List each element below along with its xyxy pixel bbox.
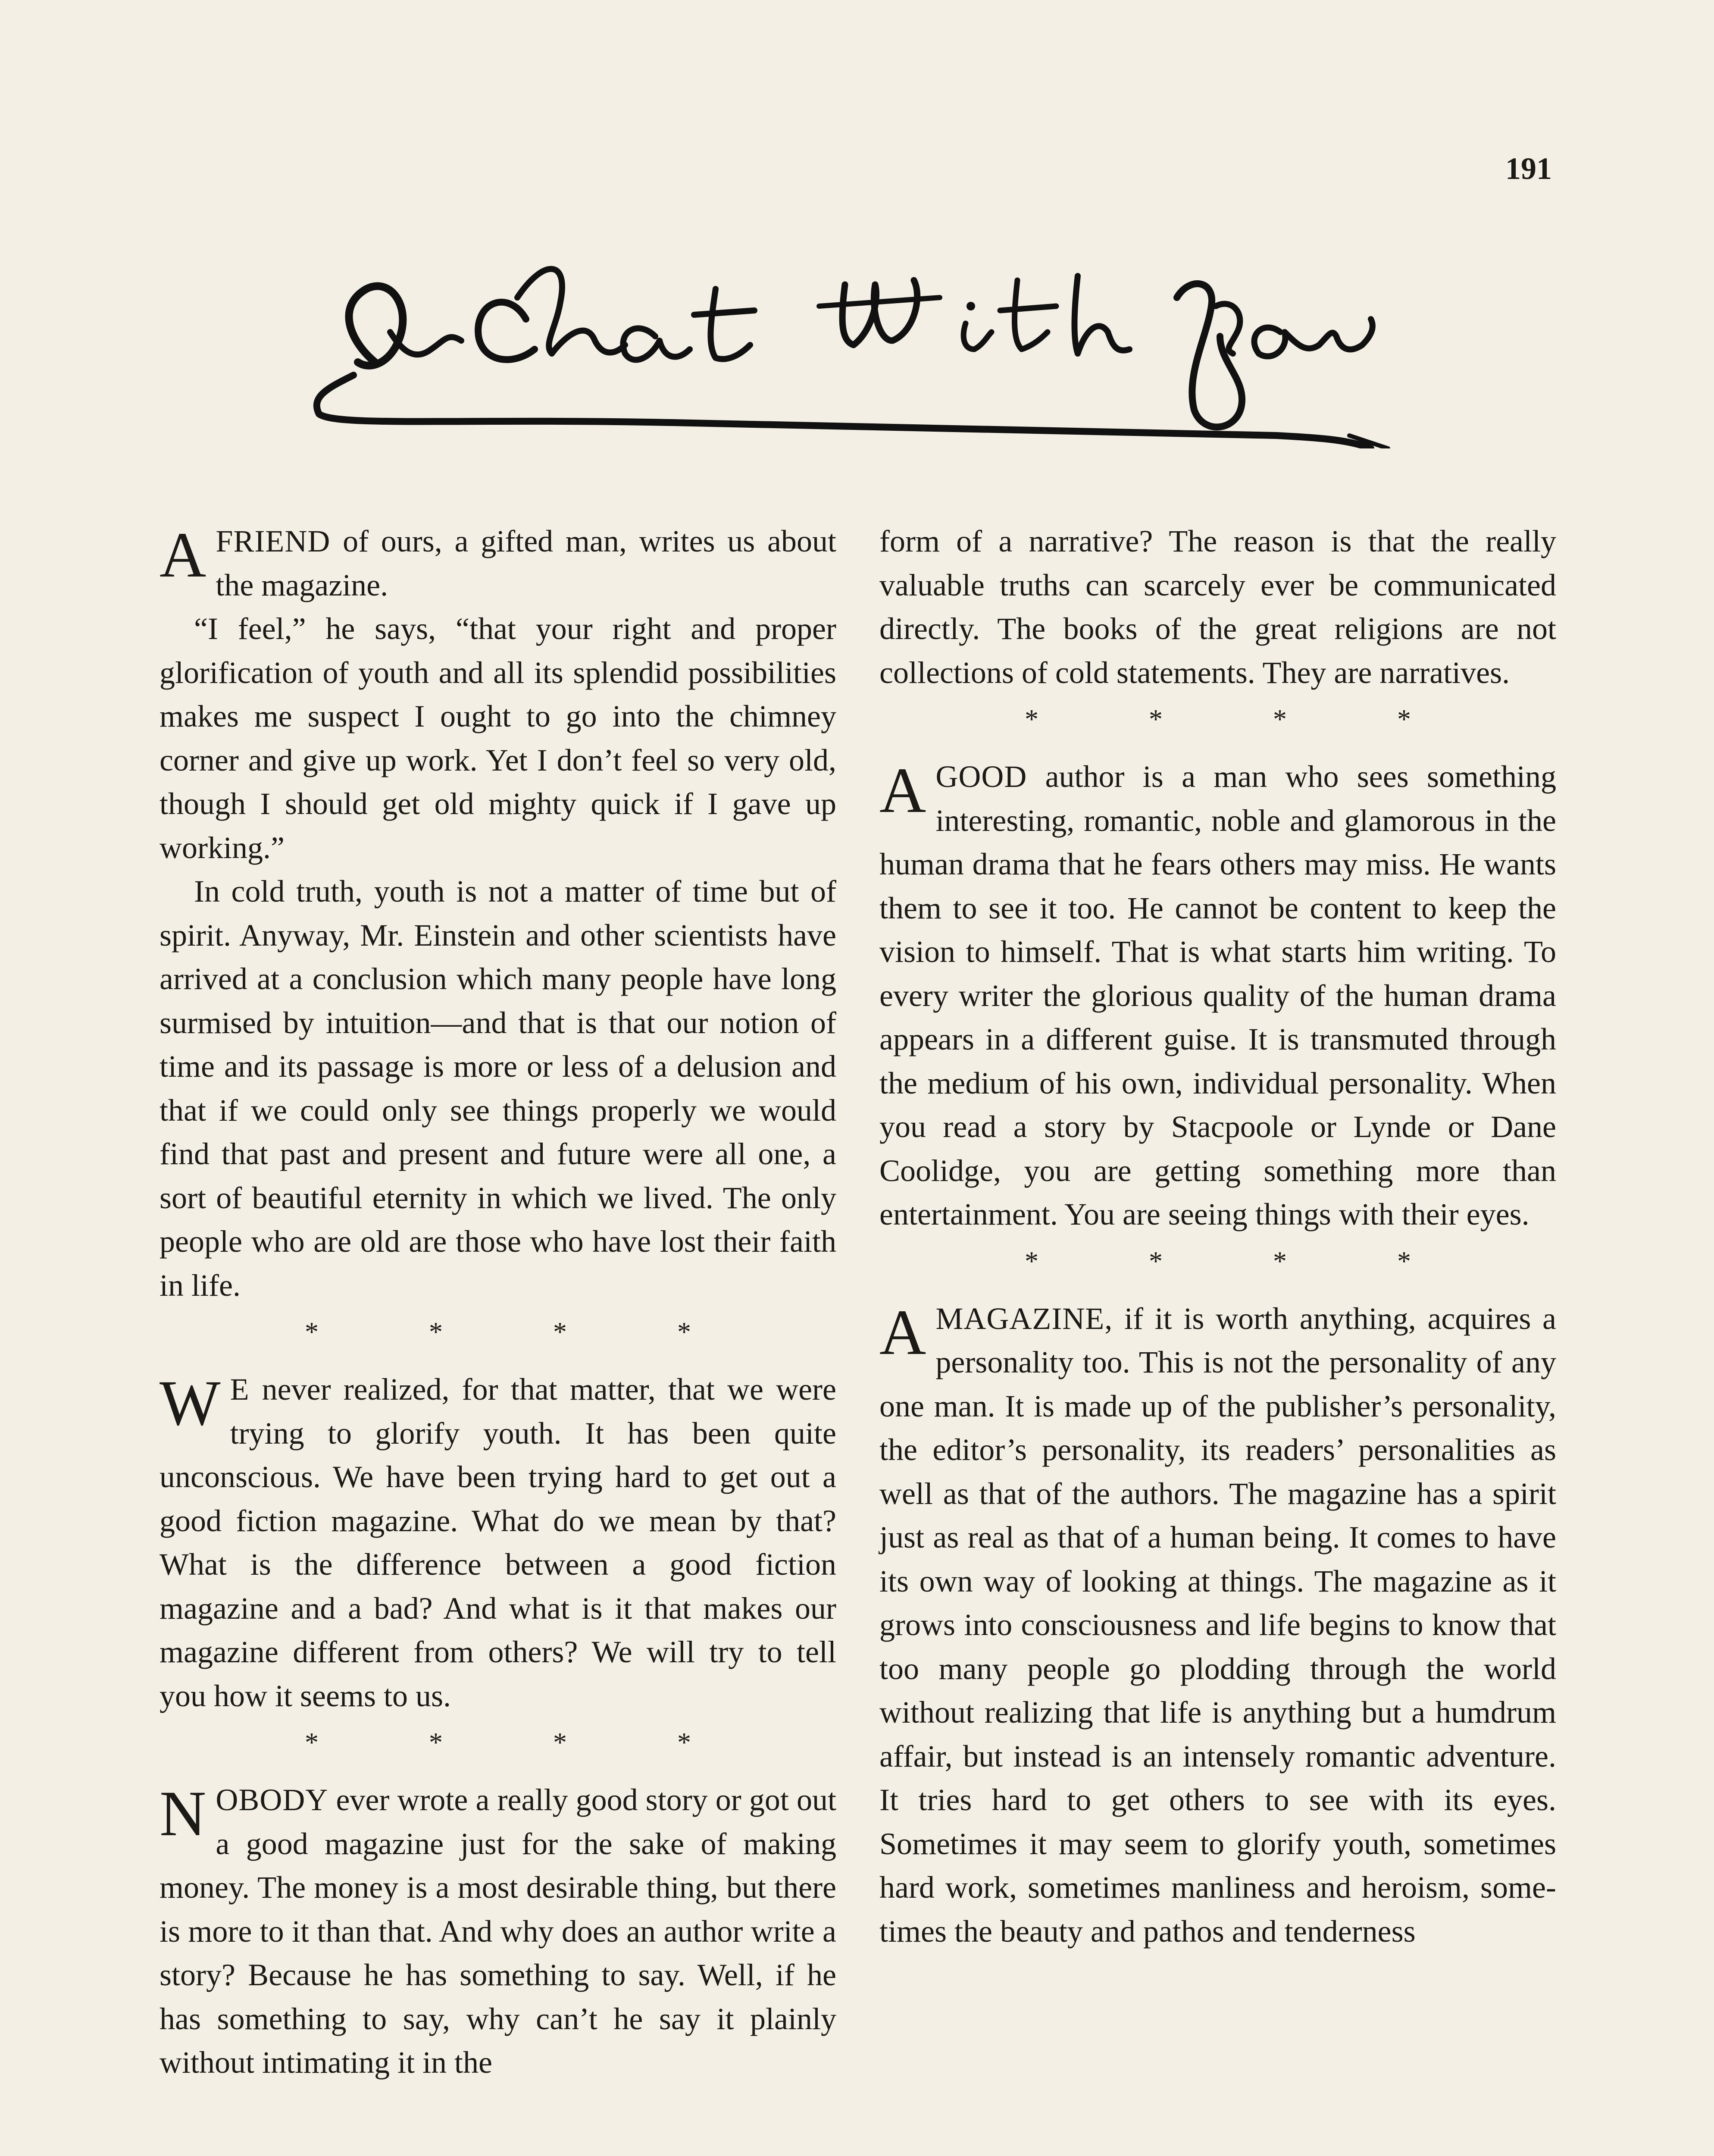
drop-cap: W: [160, 1367, 221, 1439]
paragraph: [160, 1368, 836, 1718]
lead-word: GOOD: [935, 759, 1027, 794]
left-column: [160, 520, 836, 2085]
section-divider: * * * *: [305, 1316, 743, 1347]
paragraph: “I feel,” he says, “that your right and proper glorification of youth and all its splendid possibilities makes me suspect I ought to go into the chimney corner and give up work. Yet I don’t feel so very old, though I should get old mighty quick if I gave up working.”: [160, 611, 836, 865]
drop-cap: A: [879, 1296, 926, 1368]
lead-word: MAGAZINE,: [935, 1301, 1113, 1336]
paragraph-text: if it is worth anything, acquires a personality too. This is not the personality of any one man. It is made up of the publisher’s personality, the editor’s personality, its readers’ personalities as well as that of the authors. The magazine has a spirit just as real as that of a human being. It comes to have its own way of looking at things. The magazine as it grows into consciousness and life begins to know that too many people go plodding through the world without realizing that life is anything but a humdrum affair, but instead is an intensely romantic adventure. It tries hard to get others to see with its eyes. Sometimes it may seem to glorify youth, sometimes hard work, sometimes manliness and heroism, sometimes the beauty and pathos and tenderness: [879, 1301, 1556, 1949]
paragraph: [160, 1778, 836, 2085]
lead-word: OBODY: [216, 1783, 328, 1817]
lead-word: E: [230, 1372, 250, 1407]
drop-cap: A: [879, 755, 926, 826]
handwritten-title-logo: [285, 233, 1414, 448]
lead-word: FRIEND: [216, 524, 331, 558]
paragraph: form of a narrative? The reason is that the really valuable truths can scarcely ever be communicated directly. The books of the great religions are not collections of cold statements. They are narratives.: [879, 524, 1556, 690]
paragraph-text: never realized, for that matter, that we were trying to glorify youth. It has been quite unconscious. We have been trying hard to get out a good fiction magazine. What do we mean by that? What is the difference between a good fiction magazine and a bad? And what is it that makes our magazine different from others? We will try to tell you how it seems to us.: [160, 1372, 836, 1713]
drop-cap: N: [160, 1778, 206, 1849]
paragraph: [160, 520, 836, 607]
paragraph-text: of ours, a gifted man, writes us about the magazine.: [216, 524, 836, 602]
section-divider: * * * *: [1025, 1245, 1463, 1276]
paragraph: [879, 755, 1556, 1237]
paragraph: [879, 1297, 1556, 1954]
paragraph-text: ever wrote a really good story or got out a good magazine just for the sake of making money. The money is a most desirable thing, but there is more to it than that. And why does an author write a story? Because he has something to say. Well, if he has something to say, why can’t he say it plainly without intimating it in the: [160, 1783, 836, 2080]
section-divider: * * * *: [305, 1727, 743, 1758]
page-number: 191: [1505, 151, 1552, 186]
right-column: [879, 520, 1556, 1953]
paragraph: In cold truth, youth is not a matter of time but of spirit. Anyway, Mr. Einstein and other scientists have arrived at a conclusion which many people have long surmised by intuition—and that is that our notion of time and its passage is more or less of a delusion and that if we could only see things properly we would find that past and present and future were all one, a sort of beautiful eternity in which we lived. The only people who are old are those who have lost their faith in life.: [160, 874, 836, 1303]
drop-cap: A: [160, 519, 206, 591]
paragraph-text: author is a man who sees something interesting, romantic, noble and glamorous in the human drama that he fears others may miss. He wants them to see it too. He cannot be content to keep the vision to himself. That is what starts him writing. To every writer the glorious quality of the human drama appears in a different guise. It is transmuted through the medium of his own, individual personality. When you read a story by Stacpoole or Lynde or Dane Coolidge, you are getting something more than entertainment. You are seeing things with their eyes.: [879, 759, 1556, 1232]
section-divider: * * * *: [1025, 704, 1463, 734]
